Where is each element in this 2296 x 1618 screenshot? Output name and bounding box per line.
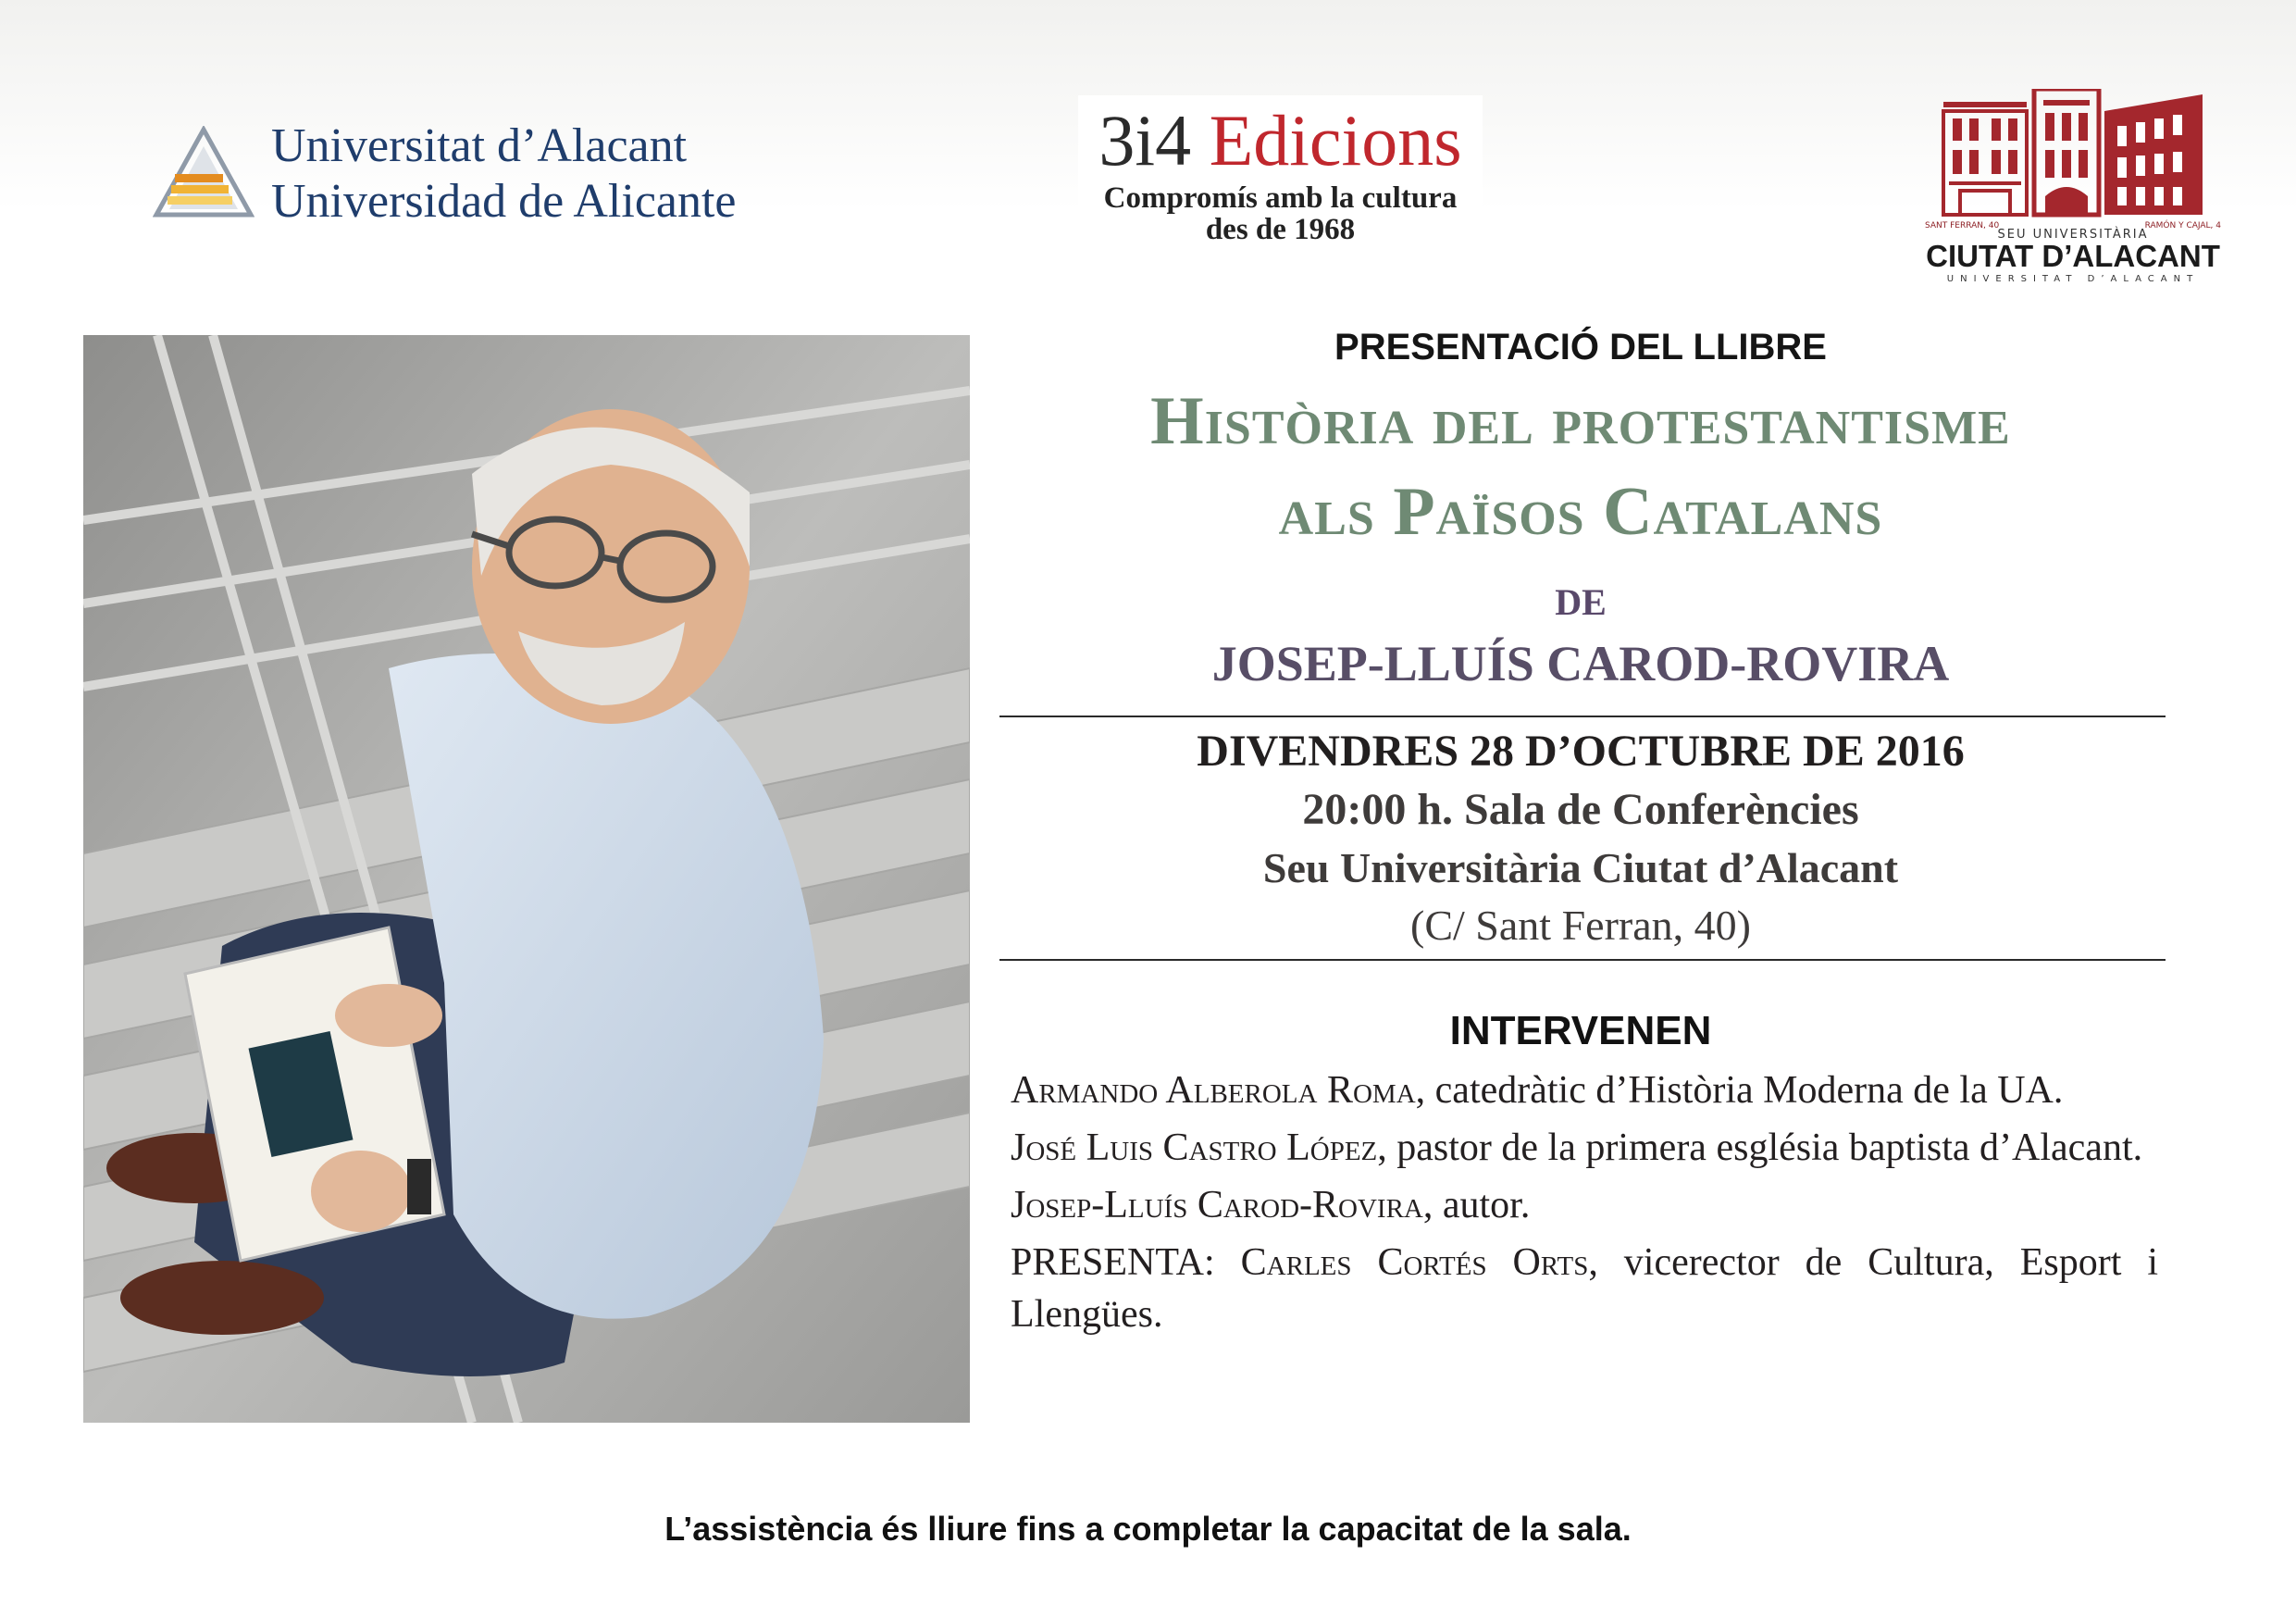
- speaker-item: [1011, 1179, 2158, 1231]
- publisher-tagline: Compromís amb la cultura: [1103, 181, 1458, 215]
- speaker-name: Armando Alberola Roma: [1011, 1069, 1416, 1112]
- university-name-spanish: Universidad de Alicante: [271, 175, 737, 228]
- speaker-role: , catedràtic d’Història Moderna de la UA.: [1415, 1069, 2064, 1112]
- presenter-role: , vicerector de Cultura, Esport i Llengües.: [1011, 1241, 2158, 1336]
- presenter-name: Carles Cortés Orts: [1240, 1241, 1589, 1284]
- author-photo: [83, 335, 970, 1423]
- publisher-word: Edicions: [1209, 100, 1462, 180]
- seu-street-right: RAMÓN Y CAJAL, 4: [2144, 221, 2221, 230]
- speakers-list: [1011, 1064, 2158, 1346]
- speaker-name: José Luis Castro López: [1011, 1126, 1378, 1169]
- divider-bottom: [999, 959, 2166, 961]
- event-time-room: 20:00 h. Sala de Conferències: [1302, 785, 1859, 834]
- speaker-name: Josep-Lluís Carod-Rovira: [1011, 1184, 1423, 1226]
- book-title-line-2: als Països Catalans: [1278, 474, 1883, 550]
- seu-name: CIUTAT D’ALACANT: [1926, 239, 2220, 273]
- event-date: DIVENDRES 28 D’OCTUBRE DE 2016: [1197, 727, 1965, 776]
- presenter-prefix: PRESENTA:: [1011, 1241, 1241, 1284]
- university-name-catalan: Universitat d’Alacant: [271, 119, 688, 172]
- by-label: DE: [1555, 581, 1607, 623]
- publisher-number: 3i4: [1098, 100, 1192, 180]
- speaker-item: [1011, 1064, 2158, 1116]
- seu-street-left: SANT FERRAN, 40: [1925, 221, 2000, 230]
- attendance-note: L’assistència és lliure fins a completar la capacitat de la sala.: [664, 1510, 1632, 1548]
- divider-top: [999, 716, 2166, 717]
- event-venue: Seu Universitària Ciutat d’Alacant: [1262, 844, 1899, 891]
- 3i4-edicions-logo: [1078, 95, 1483, 250]
- seu-ciutat-alacant-logo: [1925, 89, 2221, 284]
- event-kicker: PRESENTACIÓ DEL LLIBRE: [1334, 327, 1827, 367]
- seu-university: UNIVERSITAT D’ALACANT: [1946, 274, 2200, 284]
- speakers-heading: INTERVENEN: [1449, 1008, 1712, 1053]
- speaker-role: , pastor de la primera església baptista d’Alacant.: [1377, 1126, 2143, 1169]
- book-title-line-1: Història del protestantisme: [1150, 383, 2011, 459]
- speaker-item: [1011, 1122, 2158, 1174]
- university-emblem-icon: [153, 126, 254, 220]
- publisher-name: [1078, 99, 1483, 182]
- universitat-alacant-logo: [153, 118, 745, 230]
- book-author: JOSEP-LLUÍS CAROD-ROVIRA: [1211, 636, 1950, 691]
- event-address: (C/ Sant Ferran, 40): [1410, 902, 1751, 949]
- seu-building-icon: [1942, 89, 2204, 228]
- speaker-role: , autor.: [1422, 1184, 1531, 1226]
- seu-caption: SEU UNIVERSITÀRIA: [1997, 228, 2149, 242]
- publisher-since: des de 1968: [1205, 213, 1356, 246]
- presenter-item: [1011, 1237, 2158, 1340]
